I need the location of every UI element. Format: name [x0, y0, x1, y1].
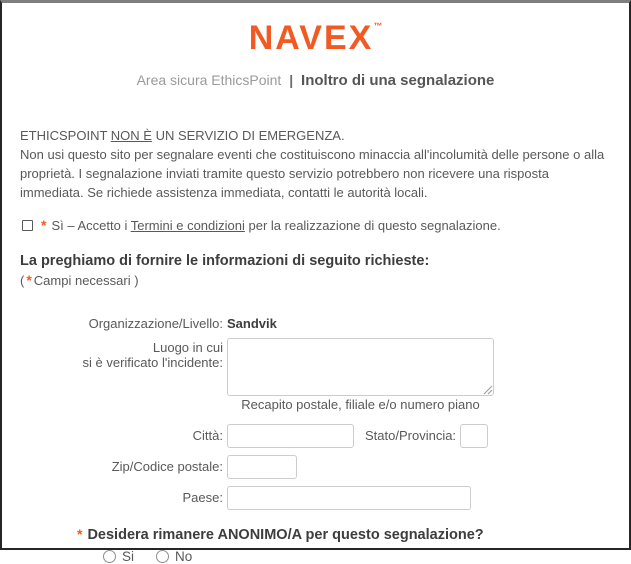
anonymous-question: Desidera rimanere ANONIMO/A per questo segnalazione? — [87, 527, 484, 544]
report-form — [20, 312, 611, 564]
required-asterisk: * — [77, 526, 83, 543]
zip-label: Zip/Codice postale: — [111, 459, 223, 475]
organization-row — [20, 312, 611, 331]
radio-no-icon[interactable] — [156, 550, 169, 563]
anonymous-option-no[interactable] — [156, 549, 192, 564]
anonymous-option-yes[interactable] — [103, 549, 134, 564]
city-state-row — [20, 424, 611, 448]
location-caption: Recapito postale, filiale e/o numero piano — [241, 397, 480, 413]
radio-yes-icon[interactable] — [103, 550, 116, 563]
terms-acceptance-row — [20, 217, 611, 233]
breadcrumb — [2, 72, 629, 89]
city-label: Città: — [192, 428, 223, 444]
zip-input[interactable] — [227, 455, 297, 479]
incident-location-label: Luogo in cui si è verificato l'incidente: — [82, 340, 223, 371]
zip-row — [20, 455, 611, 479]
warning-line1: ETHICSPOINT NON È UN SERVIZIO DI EMERGENZA. — [20, 128, 345, 143]
instructions-block — [20, 253, 611, 288]
area-label: Area sicura EthicsPoint — [136, 72, 282, 88]
country-input[interactable] — [227, 486, 471, 510]
city-input[interactable] — [227, 424, 354, 448]
anonymous-options — [77, 549, 611, 564]
incident-location-textarea[interactable] — [227, 338, 494, 396]
required-fields-note: ( * Campi necessari ) — [20, 272, 139, 289]
breadcrumb-separator: | — [289, 72, 294, 88]
terms-and-conditions-link[interactable]: Termini e condizioni — [130, 217, 245, 233]
emergency-warning — [20, 127, 611, 202]
state-input[interactable] — [460, 424, 488, 448]
terms-checkbox[interactable] — [22, 220, 33, 231]
required-asterisk: * — [26, 272, 32, 289]
country-label: Paese: — [182, 490, 223, 506]
navex-logo — [249, 19, 383, 58]
instructions-heading: La preghiamo di fornire le informazioni di seguito richieste: — [20, 253, 430, 270]
terms-text: Sì – Accetto i Termini e condizioni per la realizzazione di questo segnalazione. — [51, 217, 501, 233]
organization-value: Sandvik — [227, 316, 277, 332]
radio-yes-label: Si — [122, 549, 135, 564]
organization-label: Organizzazione/Livello: — [88, 316, 223, 332]
country-row — [20, 486, 611, 510]
radio-no-label: No — [175, 549, 193, 564]
navex-logo-text: NAVEX — [248, 19, 374, 57]
anonymous-question-block — [20, 526, 611, 564]
incident-location-row — [20, 338, 611, 417]
trademark-symbol: ™ — [373, 21, 383, 31]
header — [2, 19, 629, 58]
textarea-resize-handle[interactable] — [483, 385, 492, 394]
page-title: Inoltro di una segnalazione — [301, 72, 495, 89]
required-asterisk: * — [41, 217, 47, 234]
warning-body: Non usi questo sito per segnalare eventi che costituiscono minaccia all'incolumità delle persone o alla proprietà. I segnalazione inviati tramite questo servizio potrebbero non ricevere una risposta immediata. Se richiede assistenza immediata, contatti le autorità locali. — [20, 146, 605, 200]
state-label: Stato/Provincia: — [365, 428, 457, 444]
warning-underlined: NON È — [110, 128, 152, 143]
